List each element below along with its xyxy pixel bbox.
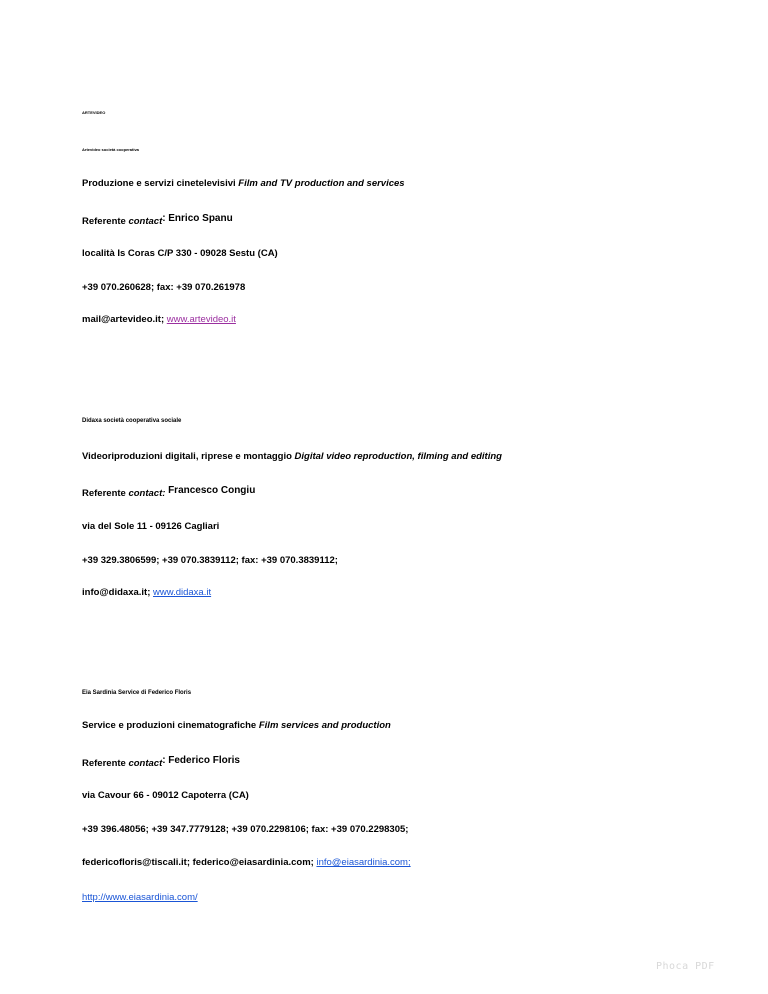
contact-name: Enrico Spanu (168, 213, 233, 224)
service-line (82, 178, 405, 190)
emails: federicofloris@tiscali.it; federico@eiasardinia.com; (82, 857, 314, 868)
service-it: Service e produzioni cinematografiche (82, 720, 257, 731)
address: località Is Coras C/P 330 - 09028 Sestu (CA) (82, 248, 278, 259)
logo-label: ARTEVIDEO (82, 110, 106, 115)
address: via Cavour 66 - 09012 Capoterra (CA) (82, 790, 249, 801)
phones: +39 396.48056; +39 347.7779128; +39 070.2298106; fax: +39 070.2298305; (82, 824, 409, 835)
contact-label-en: contact: (128, 488, 166, 499)
contact-line: Referente contact: Enrico Spanu (82, 213, 233, 227)
contact-label: Referente (82, 216, 126, 227)
address: via del Sole 11 - 09126 Cagliari (82, 521, 220, 532)
service-en: Film services and production (258, 720, 391, 731)
service-it: Videoriproduzioni digitali, riprese e montaggio (82, 451, 292, 462)
phones: +39 329.3806599; +39 070.3839112; fax: +39 070.3839112; (82, 555, 338, 566)
service-en: Digital video reproduction, filming and editing (294, 451, 502, 462)
email: mail@artevideo.it; (82, 314, 165, 325)
service-line (82, 451, 502, 463)
phones: +39 070.260628; fax: +39 070.261978 (82, 282, 246, 293)
email-web-line (82, 587, 211, 599)
contact-label: Referente (82, 488, 126, 499)
org-name: Didaxa società cooperativa sociale (82, 418, 182, 424)
contact-label-en: contact (128, 216, 163, 227)
website-link[interactable]: www.artevideo.it (166, 314, 236, 325)
contact-line (82, 485, 256, 500)
service-it: Produzione e servizi cinetelevisivi (82, 178, 236, 189)
website-link[interactable]: http://www.eiasardinia.com/ (82, 892, 198, 903)
service-en: Film and TV production and services (238, 178, 405, 189)
email-link[interactable]: info@eiasardinia.com; (316, 857, 411, 868)
contact-name: Federico Floris (168, 755, 240, 766)
org-name: Artevideo società cooperativa (82, 147, 139, 152)
contact-label: Referente (82, 758, 126, 769)
contact-name: Francesco Congiu (168, 485, 256, 496)
email: info@didaxa.it; (82, 587, 151, 598)
contact-label-en: contact (128, 758, 163, 769)
phoca-pdf-watermark: Phoca PDF (656, 961, 715, 972)
service-line (82, 720, 391, 732)
website-line (82, 892, 198, 904)
org-name: Eia Sardinia Service di Federico Floris (82, 690, 192, 696)
website-link[interactable]: www.didaxa.it (153, 587, 212, 598)
email-line (82, 857, 411, 869)
contact-line: Referente contact: Federico Floris (82, 755, 240, 769)
email-web-line (82, 314, 236, 326)
